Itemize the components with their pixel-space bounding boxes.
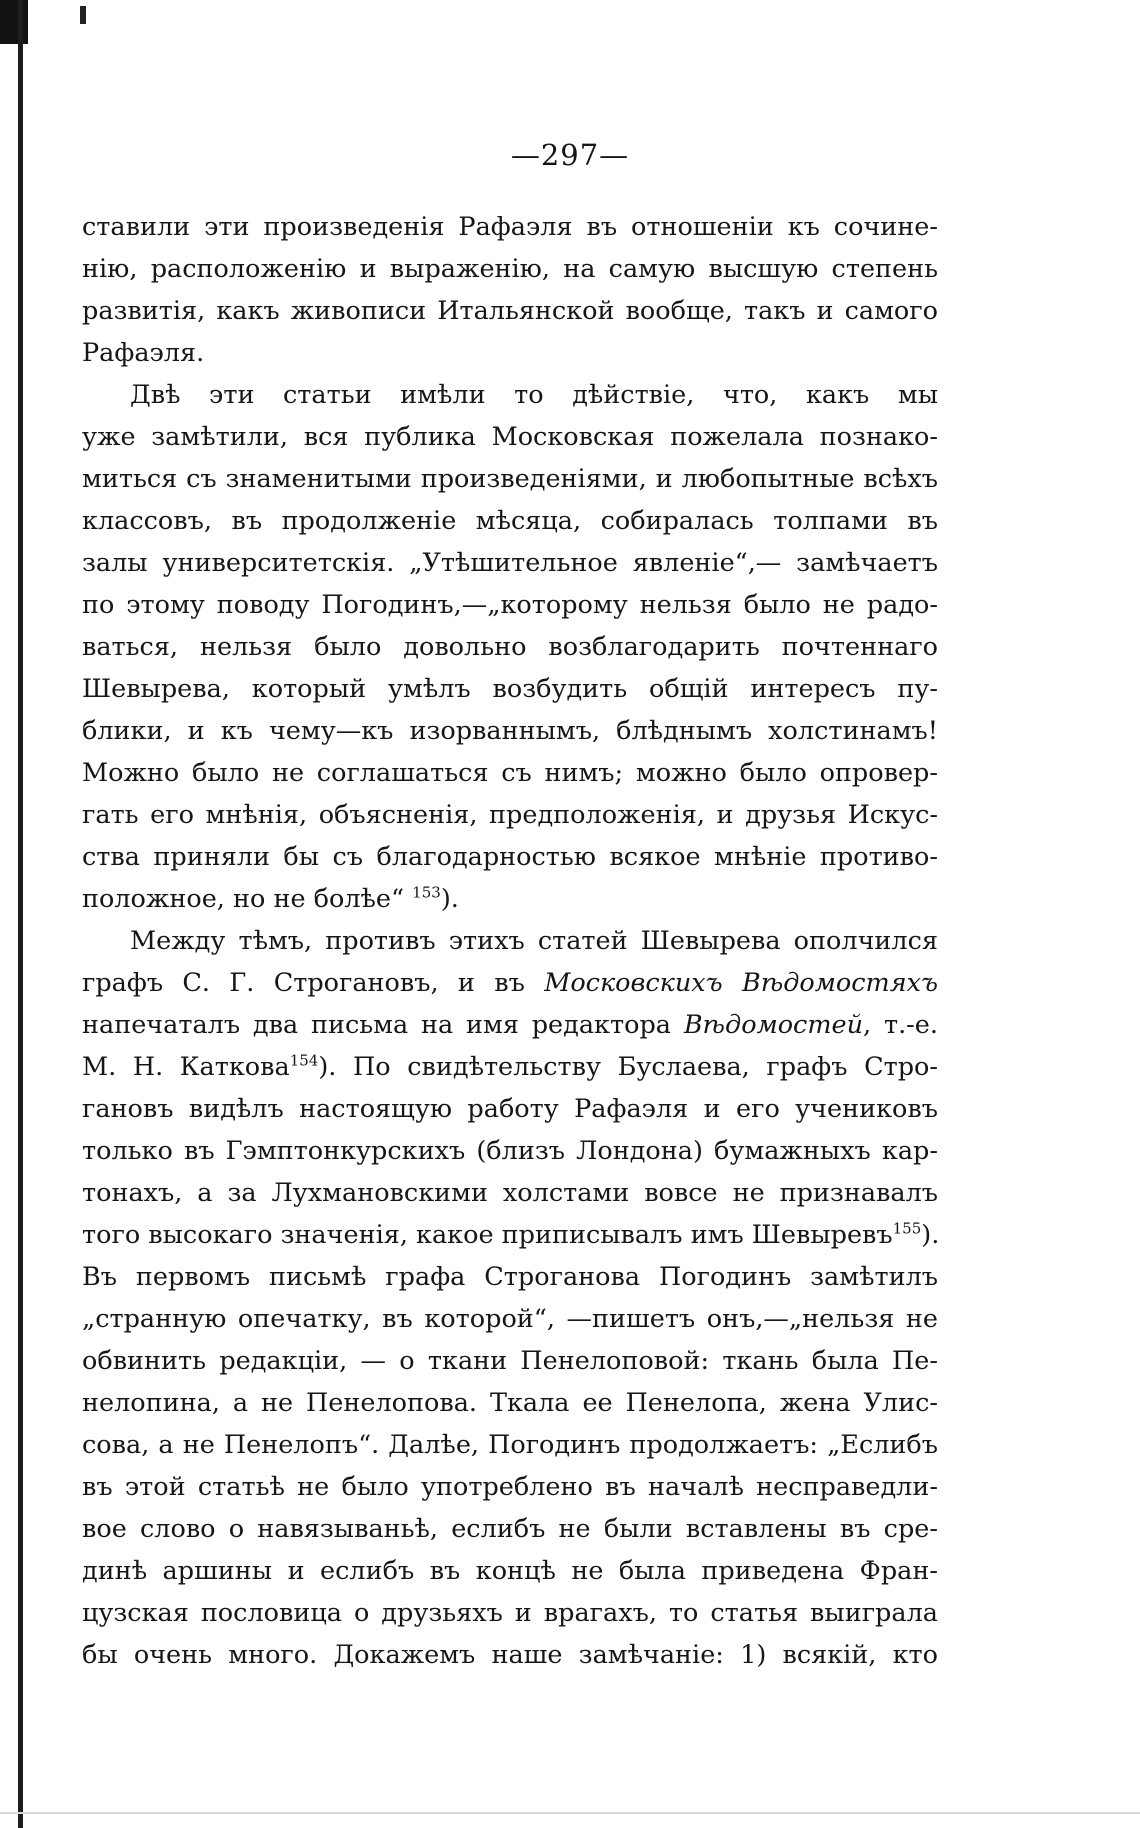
italic-title: Вѣдомостей (683, 1010, 864, 1040)
text-line (82, 1046, 938, 1088)
text-line: развитія, какъ живописи Итальянской вообще, такъ и самого (82, 296, 938, 326)
text-fragment: ). По свидѣтельству Буслаева, графъ Стро- (318, 1052, 938, 1082)
text-line: цузская пословица о друзьяхъ и врагахъ, то статья выиграла (82, 1598, 938, 1628)
text-line: Въ первомъ письмѣ графа Строганова Погодинъ замѣтилъ (82, 1262, 938, 1292)
text-fragment: М. Н. Каткова (82, 1052, 290, 1082)
text-fragment: положное, но не болѣе“ (82, 884, 405, 914)
text-line: ства приняли бы съ благодарностью всякое мнѣніе противо- (82, 842, 938, 872)
text-line: блики, и къ чему—къ изорваннымъ, блѣднымъ холстинамъ! (82, 716, 938, 746)
scan-edge-left (18, 0, 23, 1828)
scan-mark-artifact (80, 6, 86, 24)
text-line: ваться, нельзя было довольно возблагодарить почтеннаго (82, 632, 938, 662)
footnote-ref-155: 155 (892, 1219, 922, 1238)
body-text (82, 206, 938, 1676)
text-line (82, 1214, 938, 1256)
text-line: уже замѣтили, вся публика Московская пожелала познако- (82, 422, 938, 452)
footnote-ref-154: 154 (289, 1051, 319, 1070)
text-line: обвинить редакціи, — о ткани Пенелоповой: ткань была Пе- (82, 1346, 938, 1376)
text-line: по этому поводу Погодинъ,—„которому нельзя было не радо- (82, 590, 938, 620)
text-fragment: ). (440, 884, 459, 914)
text-fragment: графъ С. Г. Строгановъ, и въ (82, 968, 525, 998)
text-line: бы очень много. Докажемъ наше замѣчаніе: 1) всякій, кто (82, 1640, 938, 1670)
text-line: Рафаэля. (82, 338, 205, 368)
text-line: классовъ, въ продолженіе мѣсяца, собиралась толпами въ (82, 506, 938, 536)
text-line (82, 878, 938, 920)
text-fragment: напечаталъ два письма на имя редактора (82, 1010, 671, 1040)
text-line: нію, расположенію и выраженію, на самую высшую степень (82, 254, 938, 284)
scan-corner-artifact (0, 0, 28, 44)
scan-bottom-line (0, 1812, 1140, 1814)
text-line (82, 962, 938, 1004)
text-line: миться съ знаменитыми произведеніями, и любопытные всѣхъ (82, 464, 938, 494)
text-fragment: , т.-е. (863, 1010, 938, 1040)
text-line: Двѣ эти статьи имѣли то дѣйствіе, что, какъ мы (130, 380, 938, 410)
footnote-ref-153: 153 (412, 883, 441, 902)
text-line: гать его мнѣнія, объясненія, предположенія, и друзья Искус- (82, 800, 938, 830)
text-line: сова, а не Пенелопъ“. Далѣе, Погодинъ продолжаетъ: „Еслибъ (82, 1430, 938, 1460)
text-line: вое слово о навязываньѣ, еслибъ не были вставлены въ сре- (82, 1514, 938, 1544)
italic-title: Московскихъ Вѣдомостяхъ (544, 968, 938, 998)
text-line (82, 1004, 938, 1046)
text-line: Шевырева, который умѣлъ возбудить общій интересъ пу- (82, 674, 938, 704)
text-line: динѣ аршины и еслибъ въ концѣ не была приведена Фран- (82, 1556, 938, 1586)
text-line: Можно было не соглашаться съ нимъ; можно было опровер- (82, 758, 938, 788)
text-line: въ этой статьѣ не было употреблено въ началѣ несправедли- (82, 1472, 938, 1502)
text-line: Между тѣмъ, противъ этихъ статей Шевырева ополчился (130, 926, 938, 956)
text-line: тонахъ, а за Лухмановскими холстами вовсе не признавалъ (82, 1178, 938, 1208)
text-line: залы университетскія. „Утѣшительное явленіе“,— замѣчаетъ (82, 548, 938, 578)
text-fragment: того высокаго значенія, какое приписывалъ имъ Шевыревъ (82, 1220, 893, 1250)
text-line: гановъ видѣлъ настоящую работу Рафаэля и его учениковъ (82, 1094, 938, 1124)
text-line: ставили эти произведенія Рафаэля въ отношеніи къ сочине- (82, 212, 938, 242)
text-line: только въ Гэмптонкурскихъ (близъ Лондона) бумажныхъ кар- (82, 1136, 938, 1166)
text-line: нелопина, а не Пенелопова. Ткала ее Пенелопа, жена Улис- (82, 1388, 938, 1418)
page-number: —297— (510, 138, 630, 172)
text-line: „странную опечатку, въ которой“, —пишетъ онъ,—„нельзя не (82, 1304, 938, 1334)
text-fragment: ). (921, 1220, 940, 1250)
